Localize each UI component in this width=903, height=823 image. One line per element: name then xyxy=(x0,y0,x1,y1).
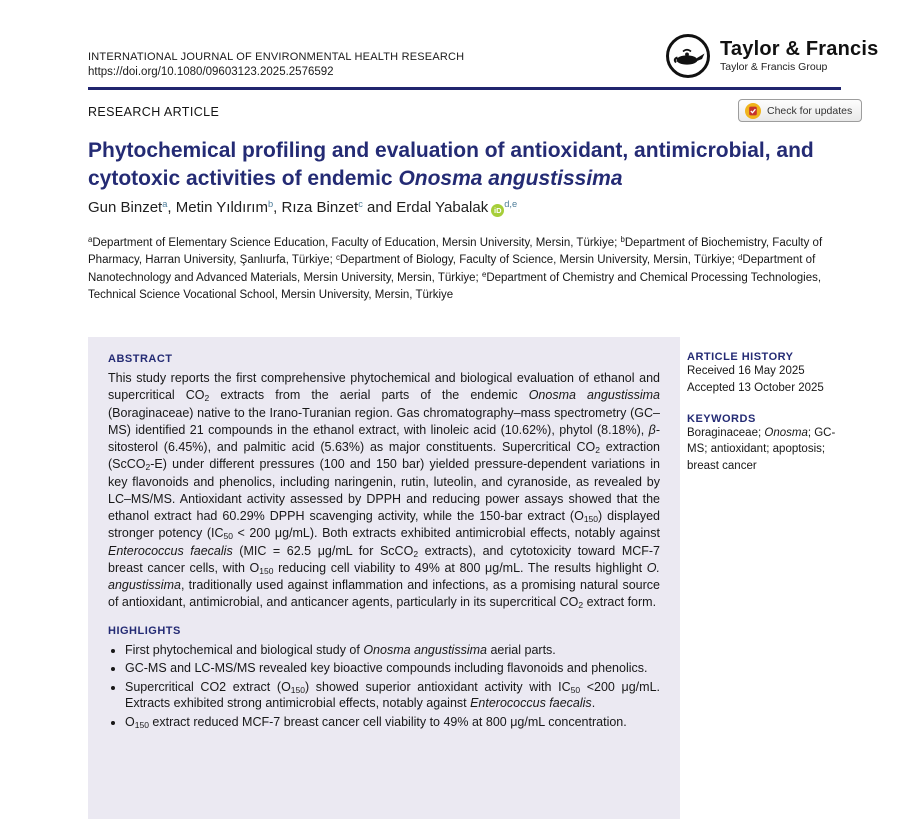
received-date: Received 16 May 2025 xyxy=(687,365,805,377)
publisher-wordmark xyxy=(720,39,878,73)
publisher-name: Taylor & Francis xyxy=(720,38,879,60)
highlight-item: • GC-MS and LC-MS/MS revealed key bioactive compounds including flavonoids and phenolics. xyxy=(125,660,660,677)
journal-name: INTERNATIONAL JOURNAL OF ENVIRONMENTAL HEALTH RESEARCH xyxy=(88,51,465,63)
highlight-item: • First phytochemical and biological study of Onosma angustissima aerial parts. xyxy=(125,642,660,659)
header-divider xyxy=(88,87,841,90)
highlights-list xyxy=(108,642,660,731)
article-type-label: RESEARCH ARTICLE xyxy=(88,105,220,119)
article-title: Phytochemical profiling and evaluation of antioxidant, antimicrobial, and cytotoxic activities of endemic Onosma angustissima xyxy=(88,139,814,191)
check-for-updates-button[interactable] xyxy=(738,99,862,122)
publisher-group: Taylor & Francis Group xyxy=(720,61,828,73)
highlight-item: • Supercritical CO2 extract (O150) showed superior antioxidant activity with IC50 <200 μg/mL. Extracts exhibited strong antimicrobial effects, notably against Enterococcus faecalis. xyxy=(125,679,660,712)
doi-link[interactable]: https://doi.org/10.1080/09603123.2025.2576592 xyxy=(88,66,334,78)
check-for-updates-label: Check for updates xyxy=(767,104,853,117)
taylor-francis-lamp-icon xyxy=(664,32,712,80)
keywords-text: Boraginaceae; Onosma; GC-MS; antioxidant; apoptosis; breast cancer xyxy=(687,426,836,472)
author-names: Gun Binzet$^a$, Metin Yıldırım$^b$, Rıza Binzet$^c$ and Erdal Yabalak xyxy=(88,199,489,216)
publisher-logo xyxy=(664,32,878,80)
affiliations: $^a$Department of Elementary Science Education, Faculty of Education, Mersin University, Mersin, Türkiye; $^b$Department of Biochemistry, Faculty of Pharmacy, Harran University, Şanlıurfa, Türkiye; $^c$Department of Biology, Faculty of Science, Mersin University, Mersin, Türkiye; $^d$Department of Nanotechnology and Advanced Materials, Mersin University, Mersin, Türkiye; $^e$Department of Chemistry and Chemical Processing Technologies, Technical Science Vocational School, Mersin University, Mersin, Türkiye xyxy=(88,235,823,301)
keywords-block xyxy=(687,413,847,475)
abstract-text: This study reports the first comprehensive phytochemical and biological evaluation of ethanol and supercritical CO2 extracts from the aerial parts of the endemic Onosma angustissima (Boraginaceae) native to the Irano-Turanian region. Gas chromatography–mass spectrometry (GC–MS) identified 21 compounds in the ethanol extract, with linoleic acid (10.62%), phytol (8.18%), β-sitosterol (6.45%), and palmitic acid (5.63%) as major constituents. Supercritical CO2 extraction (ScCO2-E) under different pressures (100 and 150 bar) yielded pressure-dependent variations in key flavonoids and phenolics, including naringenin, rutin, luteolin, and cyranoside, as revealed by LC–MS/MS. Antioxidant activity assessed by DPPH and reducing power assays showed that the ethanol extract had 60.29% DPPH scavenging activity, while the 150-bar extract (O150) displayed stronger potency (IC50 < 200 μg/mL). Both extracts exhibited antimicrobial effects, notably against Enterococcus faecalis (MIC = 62.5 μg/mL for ScCO2 extracts), and cytotoxicity toward MCF-7 breast cancer cells, with O150 reducing cell viability to 49% at 800 μg/mL. The results highlight O. angustissima, traditionally used against inflammation and infections, as a promising natural source of antioxidant, antimicrobial, and anticancer agents, particularly in its supercritical CO2 extract form. xyxy=(108,371,661,611)
masthead xyxy=(88,51,464,78)
accepted-date: Accepted 13 October 2025 xyxy=(687,382,824,395)
orcid-icon[interactable]: iD xyxy=(491,204,504,217)
abstract-heading: ABSTRACT xyxy=(108,353,173,365)
highlights-heading: HIGHLIGHTS xyxy=(108,624,181,637)
keywords-heading: KEYWORDS xyxy=(687,412,756,425)
article-history-heading: ARTICLE HISTORY xyxy=(687,351,794,363)
article-meta-sidebar xyxy=(687,351,847,475)
crossmark-icon xyxy=(745,103,761,119)
abstract-panel xyxy=(88,337,680,819)
highlight-item: • O150 extract reduced MCF-7 breast cancer cell viability to 49% at 800 μg/mL concentration. xyxy=(125,714,660,731)
author-list xyxy=(88,199,517,217)
author-affiliation-marks: d,e xyxy=(504,199,518,210)
